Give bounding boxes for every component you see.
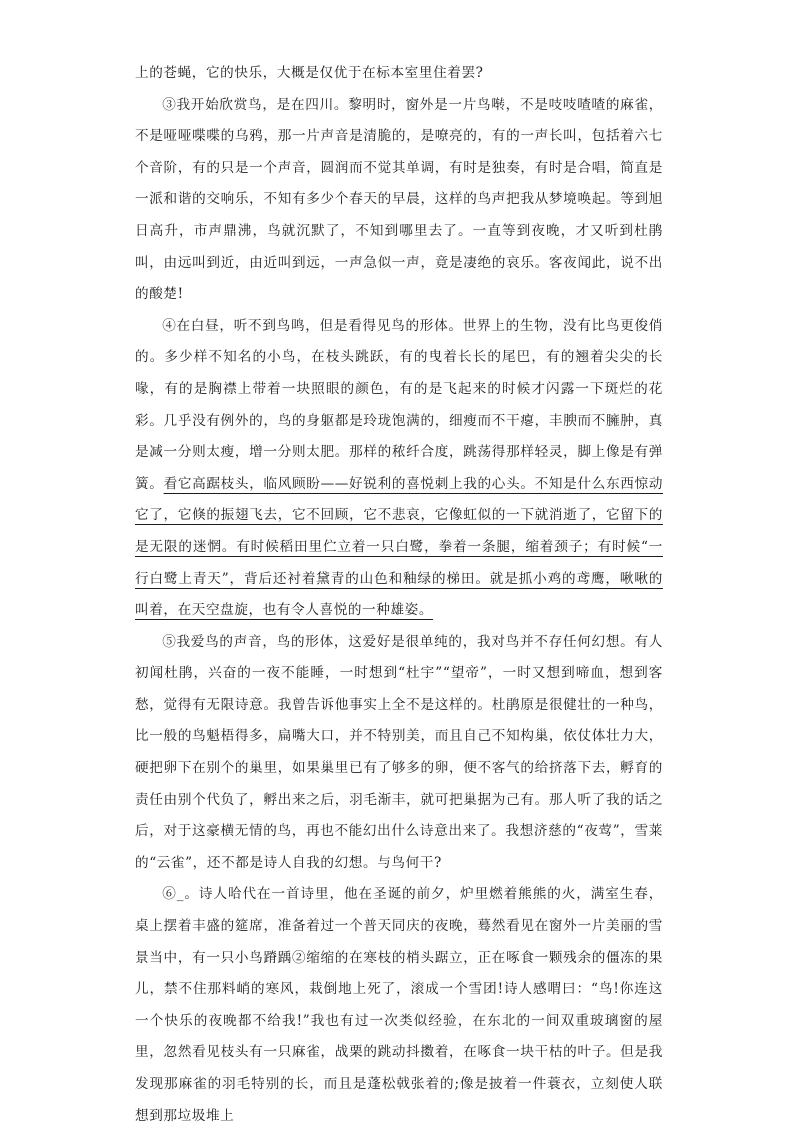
paragraph-text: ⑥_。诗人哈代在一首诗里，他在圣诞的前夕，炉里燃着熊熊的火，满室生春，桌上摆着丰盛的筵席，准备着过一个普天同庆的夜晚，蓦然看见在窗外一片美丽的雪景当中，有一只小鸟蹐踽②缩缩的在寒枝的梢头踞立，正在啄食一颗残余的僵冻的果儿，禁不住那料峭的寒风，栽倒地上死了，滚成一个雪团!诗人感喟曰：“鸟!你连这一个快乐的夜晚都不给我!”我也有过一次类似经验，在东北的一间双重玻璃窗的屋里，忽然看见枝头有一只麻雀，战栗的跳动抖擞着，在啄食一块干枯的叶子。但是我发现那麻雀的羽毛特别的长，而且是蓬松戟张着的;像是披着一件蓑衣，立刻使人联想到那垃圾堆上 <box>135 886 663 1124</box>
paragraph-text: ③我开始欣赏鸟，是在四川。黎明时，窗外是一片鸟啭，不是吱吱喳喳的麻雀，不是哑哑喋喋的乌鸦，那一片声音是清脆的，是嘹亮的，有的一声长叫，包括着六七个音阶，有的只是一个声音，圆润而不觉其单调，有时是独奏，有时是合唱，简直是一派和谐的交响乐，不知有多少个春天的早晨，这样的鸟声把我从梦境唤起。等到旭日高升，市声鼎沸，鸟就沉默了，不知到哪里去了。一直等到夜晚，才又听到杜鹃叫，由远叫到近，由近叫到远，一声急似一声，竟是凄绝的哀乐。客夜闻此，说不出的酸楚! <box>135 96 663 303</box>
paragraph <box>135 627 663 880</box>
paragraph <box>135 879 663 1132</box>
essay-text <box>135 58 663 1132</box>
paragraph <box>135 90 663 311</box>
paragraph-text: 上的苍蝇，它的快乐，大概是仅优于在标本室里住着罢? <box>135 65 484 81</box>
paragraph <box>135 58 663 90</box>
paragraph-text: ⑤我爱鸟的声音，鸟的形体，这爱好是很单纯的，我对鸟并不存任何幻想。有人初闻杜鹃，兴奋的一夜不能睡，一时想到“杜宇”“望帝”，一时又想到啼血，想到客愁，觉得有无限诗意。我曾告诉他事实上全不是这样的。杜鹃原是很健壮的一种鸟，比一般的鸟魁梧得多，扁嘴大口，并不特别美，而且自己不知构巢，依仗体壮力大，硬把卵下在别个的巢里，如果巢里已有了够多的卵，便不客气的给挤落下去，孵育的责任由别个代负了，孵出来之后，羽毛渐丰，就可把巢据为己有。那人听了我的话之后，对于这豪横无情的鸟，再也不能幻出什么诗意出来了。我想济慈的“夜莺”，雪莱的“云雀”，还不都是诗人自我的幻想。与鸟何干? <box>135 633 663 871</box>
paragraph <box>135 311 663 627</box>
paragraph-text: ④在白昼，听不到鸟鸣，但是看得见鸟的形体。世界上的生物，没有比鸟更俊俏的。多少样不知名的小鸟，在枝头跳跃，有的曳着长长的尾巴，有的翘着尖尖的长喙，有的是胸襟上带着一块照眼的颜色，有的是飞起来的时候才闪露一下斑烂的花彩。几乎没有例外的，鸟的身躯都是玲珑饱满的，细瘦而不干瘪，丰腴而不臃肿，真是减一分则太瘦，增一分则太肥。那样的秾纤合度，跳荡得那样轻灵，脚上像是有弹簧。 <box>135 317 663 492</box>
underlined-passage: 看它高踞枝头，临风顾盼——好锐利的喜悦刺上我的心头。不知是什么东西惊动它了，它倏的振翅飞去，它不回顾，它不悲哀，它像虹似的一下就消逝了，它留下的是无限的迷惘。有时候稻田里伫立着一只白鹭，拳着一条腿，缩着颈子；有时候“一行白鹭上青天”，背后还衬着黛青的山色和釉绿的梯田。就是抓小鸡的鸢鹰，啾啾的叫着，在天空盘旋，也有令人喜悦的一种雄姿。 <box>135 475 664 619</box>
